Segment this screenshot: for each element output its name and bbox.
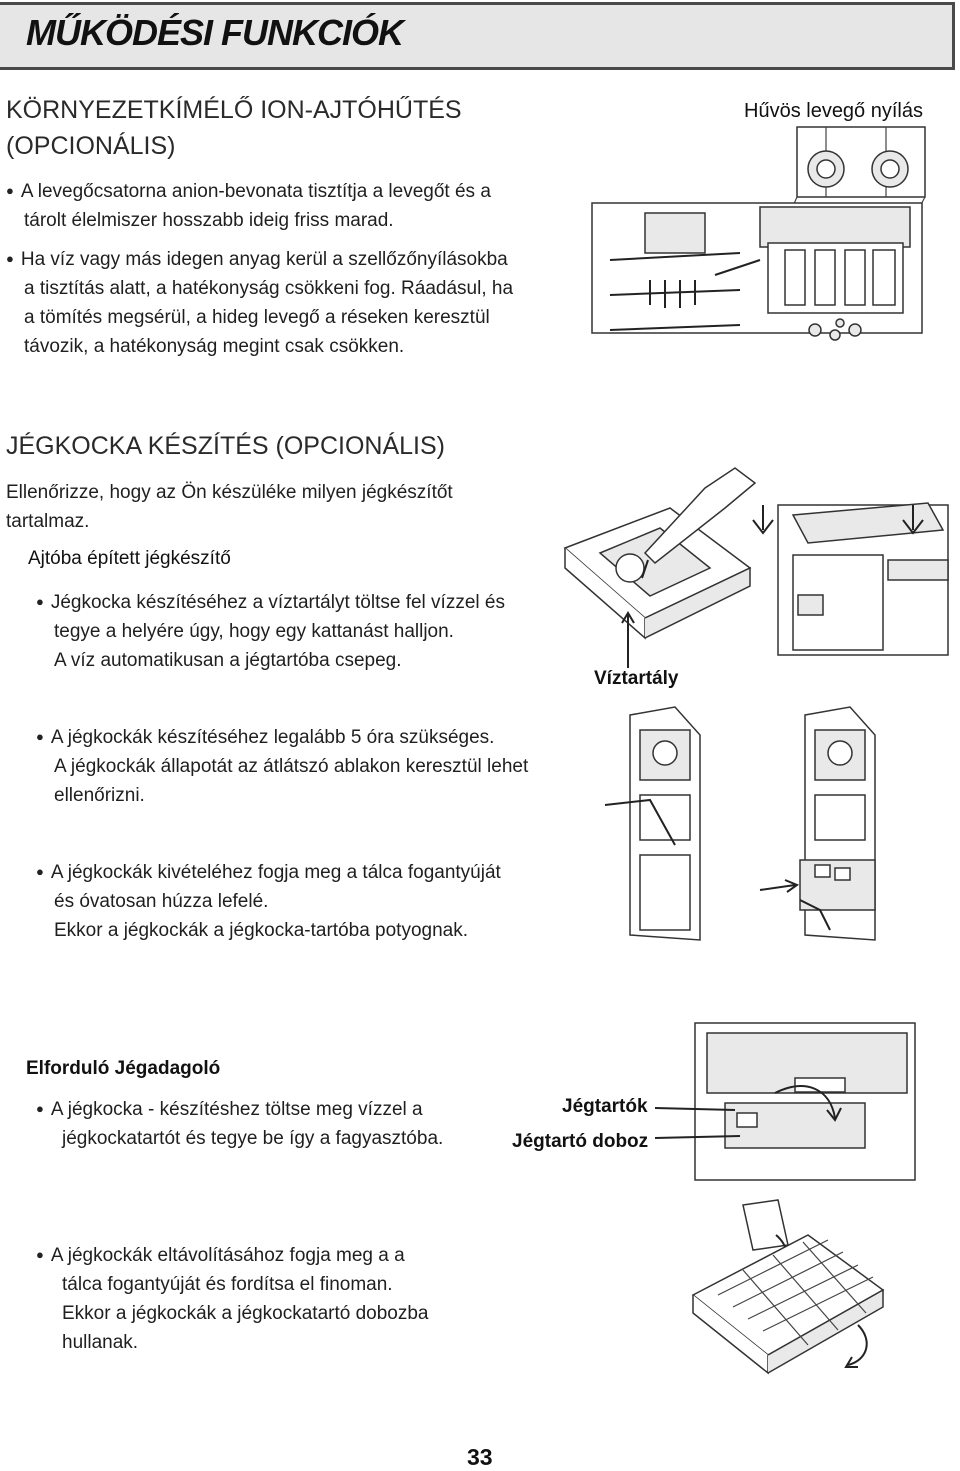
freezer-twist-tray-illustration	[655, 1018, 920, 1180]
ice-intro: Ellenőrizze, hogy az Ön készüléke milyen jégkészítőt tartalmaz.	[6, 482, 453, 532]
water-tank-label: Víztartály	[594, 668, 679, 689]
door-icemaker-title: Ajtóba épített jégkészítő	[28, 548, 231, 569]
page-title: MŰKÖDÉSI FUNKCIÓK	[26, 12, 403, 53]
cool-air-vent-illustration	[590, 125, 935, 350]
twist-bullet-2: ● A jégkockák eltávolításához fogja meg a a tálca fogantyúját és fordítsa el finoman. Ekkor a jégkockák a jégkockatartó dobozba hullanak.	[36, 1245, 429, 1353]
pitcher-tray-illustration	[688, 1195, 888, 1375]
ion-title-line1: KÖRNYEZETKÍMÉLŐ ION-AJTÓHŰTÉS	[6, 96, 462, 124]
page-number: 33	[467, 1444, 493, 1470]
water-tank-illustration	[560, 468, 760, 658]
bullet-dot-icon: ●	[6, 251, 14, 266]
ion-bullet-1: ● A levegőcsatorna anion-bevonata tisztítja a levegőt és a tárolt élelmiszer hosszabb ideig friss marad.	[6, 181, 491, 231]
twist-bullet-1: ● A jégkocka - készítéshez töltse meg vízzel a jégkockatartót és tegye be így a fagyasztóba.	[36, 1099, 444, 1149]
bullet-dot-icon: ●	[36, 594, 44, 609]
bullet-dot-icon: ●	[36, 1101, 44, 1116]
bullet-dot-icon: ●	[36, 729, 44, 744]
ice-tray-box-label: Jégtartó doboz	[512, 1131, 649, 1152]
door-bullet-3: ● A jégkockák kivételéhez fogja meg a tálca fogantyúját és óvatosan húzza lefelé. Ekkor a jégkockák a jégkocka-tartóba potyognak.	[36, 862, 501, 941]
ion-bullet-2: ● Ha víz vagy más idegen anyag kerül a szellőzőnyílásokba a tisztítás alatt, a hatékonyság csökkeni fog. Ráadásul, ha a tömítés megsérül, a hideg levegő a réseken keresztül távozik, a hatékonyság megint csak csökken.	[6, 249, 514, 357]
ice-section-title: JÉGKOCKA KÉSZÍTÉS (OPCIONÁLIS)	[6, 432, 445, 460]
ice-trays-label: Jégtartók	[562, 1096, 648, 1117]
bullet-dot-icon: ●	[36, 1247, 44, 1262]
bullet-dot-icon: ●	[6, 183, 14, 198]
bullet-dot-icon: ●	[36, 864, 44, 879]
door-bullet-2: ● A jégkockák készítéséhez legalább 5 óra szükséges. A jégkockák állapotát az átlátszó ablakon keresztül lehet ellenőrizni.	[36, 727, 529, 806]
ion-section-title	[6, 92, 462, 164]
cool-air-vent-label: Hűvös levegő nyílás	[744, 100, 923, 122]
ion-title-line2: (OPCIONÁLIS)	[6, 132, 176, 160]
tank-insert-illustration	[768, 485, 953, 655]
twist-ice-title: Elforduló Jégadagoló	[26, 1058, 221, 1079]
ice-tray-door-illustration	[605, 705, 950, 950]
door-bullet-1: ● Jégkocka készítéséhez a víztartályt töltse fel vízzel és tegye a helyére úgy, hogy egy kattanást halljon. A víz automatikusan a jégtartóba csepeg.	[36, 592, 505, 671]
